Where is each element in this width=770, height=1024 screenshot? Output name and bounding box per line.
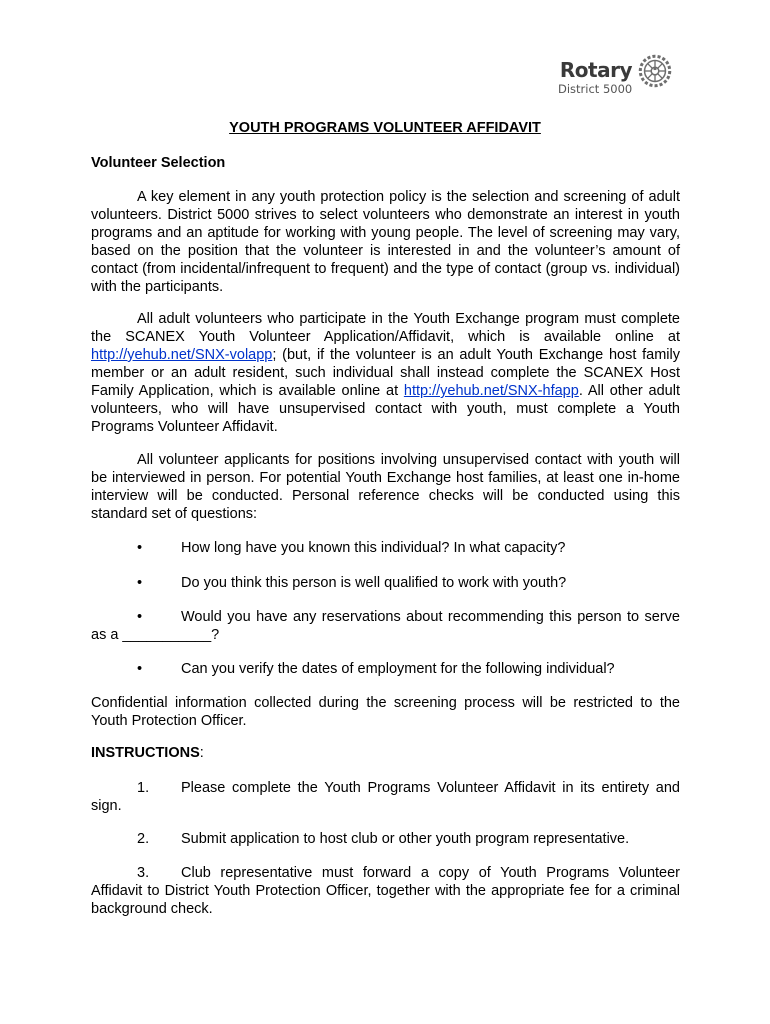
section-heading: Volunteer Selection bbox=[91, 155, 226, 171]
question-item bbox=[91, 608, 680, 644]
question-text: Can you verify the dates of employment for the following individual? bbox=[181, 661, 615, 677]
bullet-icon: • bbox=[137, 661, 143, 677]
paragraph-text: All adult volunteers who participate in the Youth Exchange program must complete the SCANEX Youth Volunteer Application/Affidavit, which is available online at bbox=[91, 311, 680, 345]
page-title: YOUTH PROGRAMS VOLUNTEER AFFIDAVIT bbox=[229, 120, 541, 136]
bullet-icon: • bbox=[137, 609, 143, 625]
paragraph-youth-exchange bbox=[91, 310, 680, 436]
bullet-icon: • bbox=[137, 540, 143, 556]
step-text: Please complete the Youth Programs Volunteer Affidavit in its entirety and sign. bbox=[91, 780, 680, 814]
paragraph-text: ; (but, if the volunteer is an adult Youth Exchange host family member or an adult resident, such individual shall instead complete the SCANEX Host Family Application, which is available online at bbox=[91, 347, 680, 399]
step-text: Submit application to host club or other youth program representative. bbox=[181, 831, 630, 847]
paragraph-confidential: Confidential information collected during the screening process will be restricted to the Youth Protection Officer. bbox=[91, 695, 680, 729]
instructions-heading bbox=[91, 745, 204, 761]
instruction-step bbox=[91, 830, 680, 848]
paragraph-selection-intro: A key element in any youth protection policy is the selection and screening of adult volunteers. District 5000 strives to select volunteers who demonstrate an interest in youth programs and an aptitude for working with young people. The level of screening may vary, based on the position that the volunteer is interested in and the volunteer’s amount of contact (from incidental/infrequent to frequent) and the type of contact (group vs. individual) with the participants. bbox=[91, 189, 680, 295]
question-text: How long have you known this individual? In what capacity? bbox=[181, 540, 566, 556]
hfapp-link[interactable]: http://yehub.net/SNX-hfapp bbox=[403, 383, 579, 399]
step-number: 2. bbox=[137, 831, 150, 847]
instructions-colon: : bbox=[199, 745, 204, 761]
logo-district-text: District 5000 bbox=[558, 82, 633, 96]
rotary-logo bbox=[556, 50, 674, 98]
paragraph-interviews: All volunteer applicants for positions involving unsupervised contact with youth will be interviewed in person. For potential Youth Exchange host families, at least one in-home interview will be conducted. Personal reference checks will be conducted using this standard set of questions: bbox=[91, 452, 680, 522]
volapp-link[interactable]: http://yehub.net/SNX-volapp bbox=[91, 347, 273, 363]
step-number: 1. bbox=[137, 780, 150, 796]
step-number: 3. bbox=[137, 865, 150, 881]
bullet-icon: • bbox=[137, 575, 143, 591]
logo-brand-text: Rotary bbox=[559, 58, 632, 82]
instruction-step bbox=[91, 779, 680, 815]
question-text: Do you think this person is well qualified to work with youth? bbox=[181, 575, 567, 591]
instruction-step bbox=[91, 864, 680, 918]
instructions-label: INSTRUCTIONS bbox=[91, 745, 200, 761]
step-text: Club representative must forward a copy of Youth Programs Volunteer Affidavit to District Youth Protection Officer, together with the appropriate fee for a criminal background check. bbox=[91, 865, 680, 917]
paragraph-text: . All other adult volunteers, who will have unsupervised contact with youth, must complete a Youth Programs Volunteer Affidavit. bbox=[91, 383, 680, 435]
rotary-wheel-icon bbox=[636, 52, 674, 90]
question-text: Would you have any reservations about recommending this person to serve as a ___________? bbox=[91, 609, 680, 643]
